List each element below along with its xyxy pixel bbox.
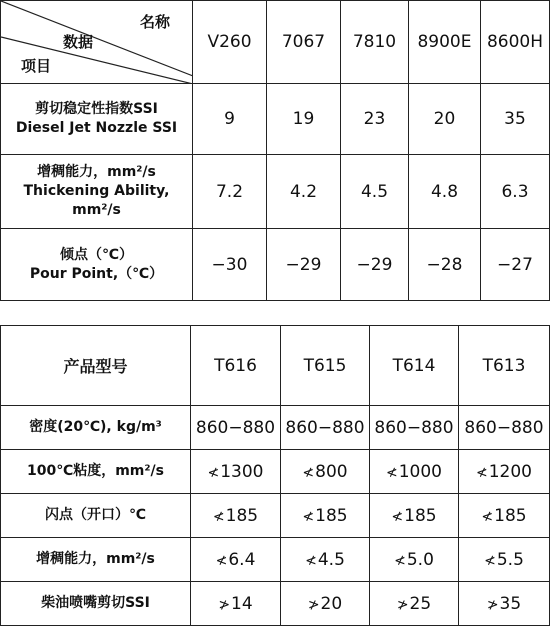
table-cell: ≮4.5 bbox=[281, 538, 370, 582]
table-cell: −29 bbox=[267, 229, 341, 301]
table-row bbox=[1, 229, 550, 301]
table-cell: 9 bbox=[193, 84, 267, 155]
column-header: T614 bbox=[370, 326, 459, 406]
table-cell: 4.8 bbox=[409, 155, 481, 229]
row-label: 增稠能力，mm²/s Thickening Ability, mm²/s bbox=[1, 155, 193, 229]
column-header: 7810 bbox=[341, 1, 409, 84]
row-label: 剪切稳定性指数SSI Diesel Jet Nozzle SSI bbox=[1, 84, 193, 155]
table-row bbox=[1, 450, 550, 494]
product-model-label: 产品型号 bbox=[1, 326, 191, 406]
table-cell: ≯25 bbox=[370, 582, 459, 626]
table-cell: ≯14 bbox=[191, 582, 281, 626]
table-cell: 20 bbox=[409, 84, 481, 155]
table1-corner-cell bbox=[1, 1, 193, 84]
table-row bbox=[1, 582, 550, 626]
table-cell: 19 bbox=[267, 84, 341, 155]
table-cell: 860−880 bbox=[459, 406, 550, 450]
table-row bbox=[1, 494, 550, 538]
corner-label-name: 名称 bbox=[139, 13, 170, 31]
table-row bbox=[1, 538, 550, 582]
column-header: V260 bbox=[193, 1, 267, 84]
table-cell: ≮5.5 bbox=[459, 538, 550, 582]
table-cell: −28 bbox=[409, 229, 481, 301]
table-cell: 23 bbox=[341, 84, 409, 155]
table-cell: 6.3 bbox=[481, 155, 550, 229]
row-label: 柴油喷嘴剪切SSI bbox=[1, 582, 191, 626]
table-cell: 4.2 bbox=[267, 155, 341, 229]
table-cell: ≮1300 bbox=[191, 450, 281, 494]
table-cell: ≮185 bbox=[459, 494, 550, 538]
row-label: 倾点（℃） Pour Point,（℃） bbox=[1, 229, 193, 301]
product-spec-table bbox=[0, 325, 550, 626]
table-cell: ≮5.0 bbox=[370, 538, 459, 582]
table-cell: 860−880 bbox=[281, 406, 370, 450]
corner-label-data: 数据 bbox=[63, 33, 94, 51]
table-cell: −29 bbox=[341, 229, 409, 301]
column-header: 7067 bbox=[267, 1, 341, 84]
column-header: T615 bbox=[281, 326, 370, 406]
table-row bbox=[1, 155, 550, 229]
corner-label-item: 项目 bbox=[21, 57, 52, 75]
table-cell: ≮185 bbox=[191, 494, 281, 538]
table-cell: 7.2 bbox=[193, 155, 267, 229]
row-label: 密度(20℃), kg/m³ bbox=[1, 406, 191, 450]
table-cell: ≮800 bbox=[281, 450, 370, 494]
table-cell: 4.5 bbox=[341, 155, 409, 229]
column-header: T616 bbox=[191, 326, 281, 406]
table-cell: ≮185 bbox=[370, 494, 459, 538]
table-cell: ≮185 bbox=[281, 494, 370, 538]
table-cell: ≯20 bbox=[281, 582, 370, 626]
row-label: 100℃粘度，mm²/s bbox=[1, 450, 191, 494]
polymer-properties-table bbox=[0, 0, 550, 301]
table-row bbox=[1, 84, 550, 155]
column-header: T613 bbox=[459, 326, 550, 406]
table-cell: ≯35 bbox=[459, 582, 550, 626]
table2-header-row bbox=[1, 326, 550, 406]
table1-header-row bbox=[1, 1, 550, 84]
table-cell: 35 bbox=[481, 84, 550, 155]
table-cell: 860−880 bbox=[370, 406, 459, 450]
table-cell: ≮6.4 bbox=[191, 538, 281, 582]
column-header: 8600H bbox=[481, 1, 550, 84]
table-cell: 860−880 bbox=[191, 406, 281, 450]
row-label: 增稠能力，mm²/s bbox=[1, 538, 191, 582]
table-cell: −30 bbox=[193, 229, 267, 301]
row-label: 闪点（开口）℃ bbox=[1, 494, 191, 538]
table-row bbox=[1, 406, 550, 450]
table-cell: −27 bbox=[481, 229, 550, 301]
table-cell: ≮1000 bbox=[370, 450, 459, 494]
column-header: 8900E bbox=[409, 1, 481, 84]
table-cell: ≮1200 bbox=[459, 450, 550, 494]
